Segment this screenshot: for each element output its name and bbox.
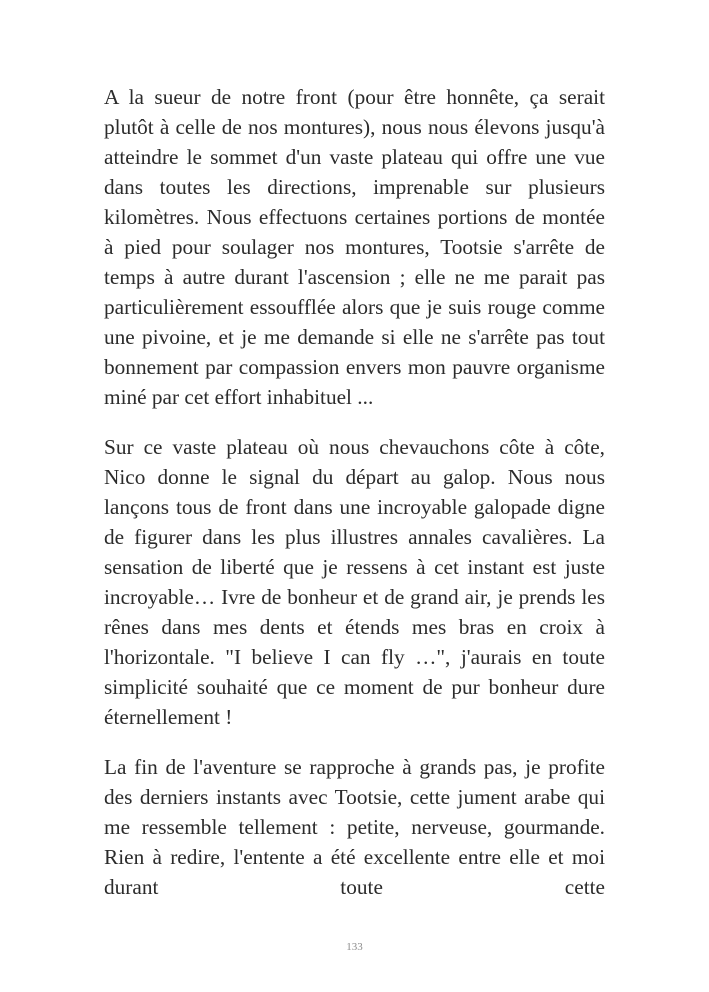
paragraph: Sur ce vaste plateau où nous chevauchons côte à côte, Nico donne le signal du départ au galop. Nous nous lançons tous de front dans une incroyable galopade digne de figurer dans les plus illustres annales cavalières. La sensation de liberté que je ressens à cet instant est juste incroyable… Ivre de bonheur et de grand air, je prends les rênes dans mes dents et étends mes bras en croix à l'horizontale. "I believe I can fly …", j'aurais en toute simplicité souhaité que ce moment de pur bonheur dure éternellement ! [104,435,605,729]
paragraph: A la sueur de notre front (pour être honnête, ça serait plutôt à celle de nos montures), nous nous élevons jusqu'à atteindre le sommet d'un vaste plateau qui offre une vue dans toutes les directions, imprenable sur plusieurs kilomètres. Nous effectuons certaines portions de montée à pied pour soulager nos montures, Tootsie s'arrête de temps à autre durant l'ascension ; elle ne me parait pas particulièrement essoufflée alors que je suis rouge comme une pivoine, et je me demande si elle ne s'arrête pas tout bonnement par compassion envers mon pauvre organisme miné par cet effort inhabituel ... [104,85,605,409]
page-number: 133 [346,941,363,953]
body-text [104,82,605,922]
paragraph: La fin de l'aventure se rapproche à grands pas, je profite des derniers instants avec Tootsie, cette jument arabe qui me ressemble tellement : petite, nerveuse, gourmande. Rien à redire, l'entente a été excellente entre elle et moi durant toute cette [104,755,605,899]
